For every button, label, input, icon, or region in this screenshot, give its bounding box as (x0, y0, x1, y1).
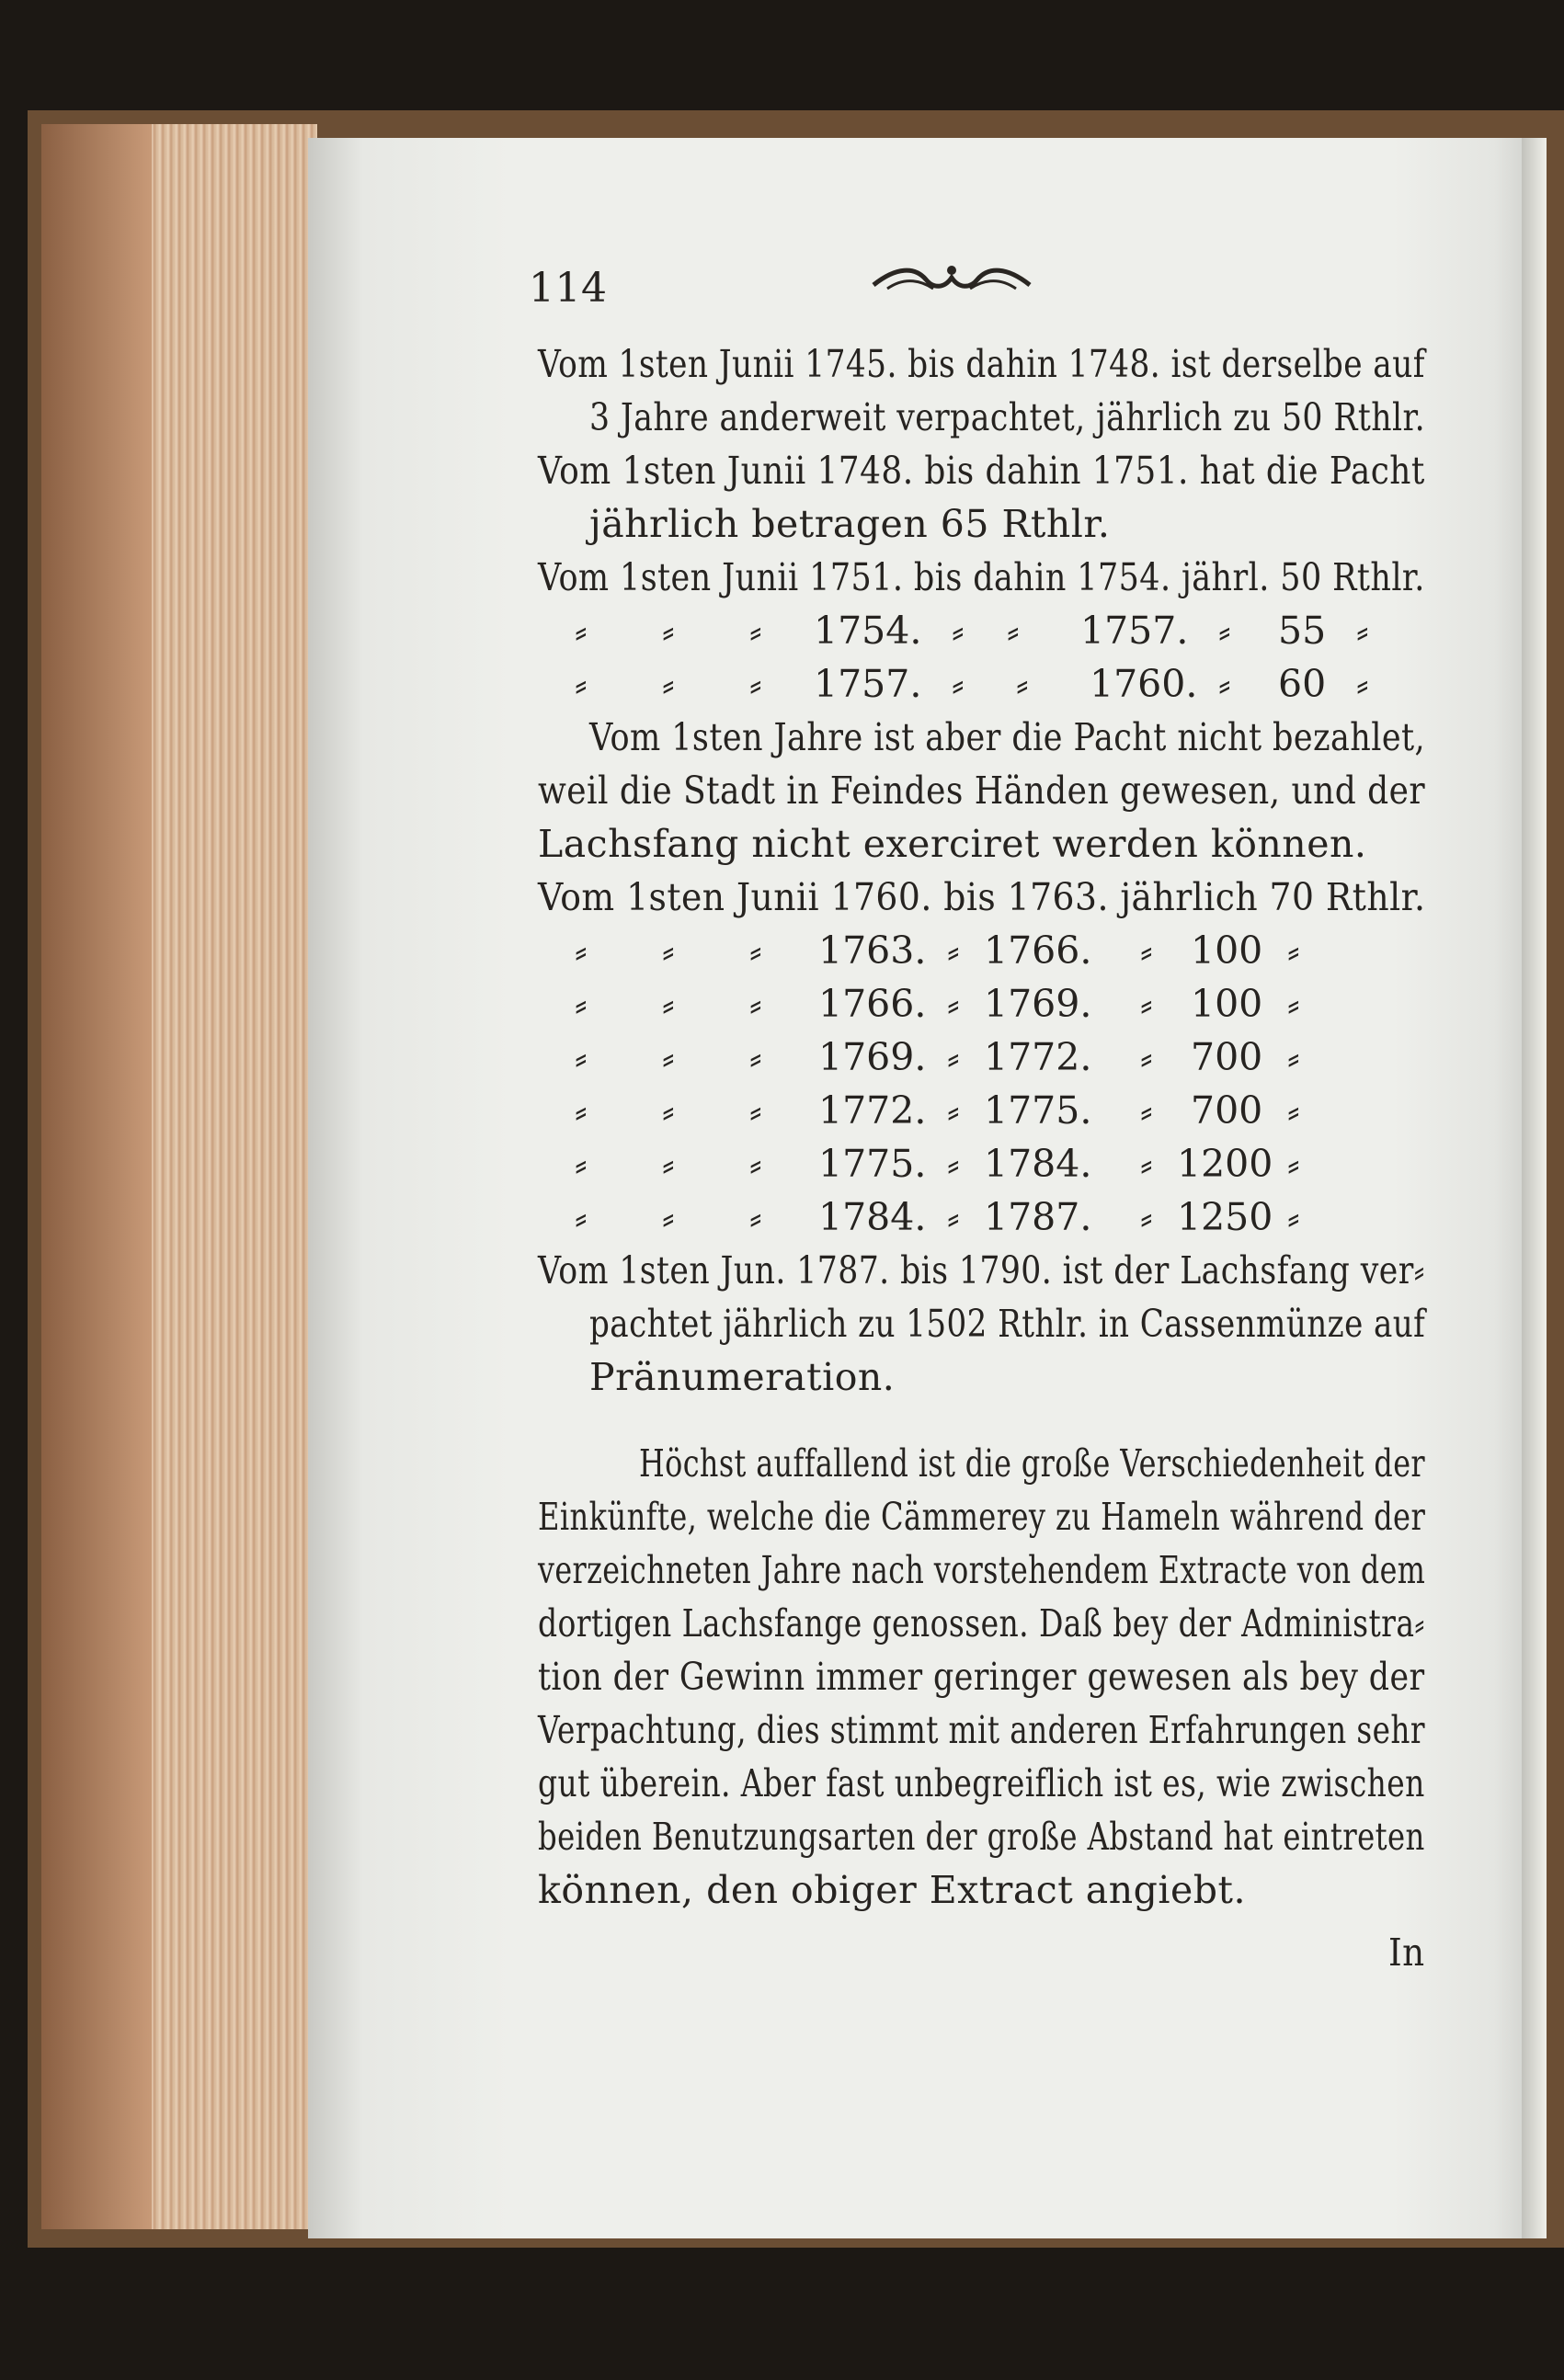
ditto-mark: ⸗ (1140, 1088, 1153, 1133)
ditto-mark: ⸗ (1007, 609, 1020, 653)
year-to: 1757. (1080, 609, 1189, 653)
year-to: 1760. (1090, 662, 1198, 706)
text-line: weil die Stadt in Feindes Händen gewesen, und der (538, 769, 1426, 813)
ditto-mark: ⸗ (662, 1035, 675, 1079)
ditto-mark: ⸗ (575, 1088, 588, 1133)
amount: 1200 (1177, 1142, 1273, 1186)
ditto-mark: ⸗ (575, 982, 588, 1026)
ditto-mark: ⸗ (952, 609, 965, 653)
text-line: Verpachtung, dies stimmt mit anderen Erfahrungen sehr (538, 1708, 1425, 1752)
right-page-edge (1519, 138, 1547, 2238)
year-from: 1775. (818, 1142, 927, 1186)
text-line: dortigen Lachsfange genossen. Daß bey der Administra⸗ (538, 1601, 1425, 1646)
year-from: 1772. (818, 1088, 927, 1133)
text-line: Höchst auffallend ist die große Verschiedenheit der (639, 1441, 1426, 1486)
book-page (308, 138, 1522, 2238)
ornament (869, 257, 1034, 302)
text-line: Einkünfte, welche die Cämmerey zu Hameln während der (538, 1495, 1426, 1539)
ditto-mark: ⸗ (575, 662, 588, 706)
year-to: 1784. (984, 1142, 1092, 1186)
text-line: pachtet jährlich zu 1502 Rthlr. in Cassenmünze auf (589, 1302, 1426, 1346)
text-line: gut überein. Aber fast unbegreiflich ist es, wie zwischen (538, 1761, 1425, 1805)
page-block-edges (41, 124, 317, 2229)
ditto-mark: ⸗ (1140, 982, 1153, 1026)
ditto-mark: ⸗ (1287, 1142, 1300, 1186)
text-line: Vom 1sten Jahre ist aber die Pacht nicht bezahlet, (589, 715, 1426, 759)
ditto-mark: ⸗ (749, 928, 762, 973)
ditto-mark: ⸗ (1287, 1195, 1300, 1239)
ditto-mark: ⸗ (749, 609, 762, 653)
ditto-mark: ⸗ (575, 1142, 588, 1186)
ditto-mark: ⸗ (947, 982, 960, 1026)
ditto-mark: ⸗ (1016, 662, 1029, 706)
page-number: 114 (529, 265, 608, 312)
ditto-mark: ⸗ (575, 1035, 588, 1079)
text-line: können, den obiger Extract angiebt. (538, 1868, 1246, 1912)
ditto-mark: ⸗ (947, 1195, 960, 1239)
amount: 700 (1191, 1088, 1263, 1133)
ditto-mark: ⸗ (947, 928, 960, 973)
text-line: Pränumeration. (589, 1355, 896, 1399)
ditto-mark: ⸗ (1140, 928, 1153, 973)
text-line: Lachsfang nicht exerciret werden können. (538, 822, 1367, 866)
amount: 100 (1191, 982, 1263, 1026)
ditto-mark: ⸗ (1218, 609, 1231, 653)
amount: 55 (1278, 609, 1327, 653)
amount: 1250 (1177, 1195, 1273, 1239)
ditto-mark: ⸗ (947, 1088, 960, 1133)
amount: 700 (1191, 1035, 1263, 1079)
ditto-mark: ⸗ (1287, 982, 1300, 1026)
ditto-mark: ⸗ (947, 1142, 960, 1186)
ditto-mark: ⸗ (662, 1088, 675, 1133)
ditto-mark: ⸗ (575, 1195, 588, 1239)
ditto-mark: ⸗ (749, 982, 762, 1026)
text-line: Vom 1sten Junii 1751. bis dahin 1754. jährl. 50 Rthlr. (538, 555, 1425, 599)
ditto-mark: ⸗ (749, 1088, 762, 1133)
ditto-mark: ⸗ (749, 1195, 762, 1239)
amount: 100 (1191, 928, 1263, 973)
catchword: In (1388, 1930, 1425, 1975)
ditto-mark: ⸗ (1356, 662, 1369, 706)
ditto-mark: ⸗ (1356, 609, 1369, 653)
ditto-mark: ⸗ (662, 982, 675, 1026)
year-from: 1769. (818, 1035, 927, 1079)
year-from: 1763. (818, 928, 927, 973)
ditto-mark: ⸗ (662, 1142, 675, 1186)
ditto-mark: ⸗ (1140, 1035, 1153, 1079)
ditto-mark: ⸗ (662, 609, 675, 653)
ditto-mark: ⸗ (947, 1035, 960, 1079)
year-to: 1772. (984, 1035, 1092, 1079)
year-to: 1769. (984, 982, 1092, 1026)
ditto-mark: ⸗ (1287, 928, 1300, 973)
ditto-mark: ⸗ (1287, 1088, 1300, 1133)
year-from: 1784. (818, 1195, 927, 1239)
text-line: tion der Gewinn immer geringer gewesen als bey der (538, 1655, 1425, 1699)
text-line: Vom 1sten Junii 1760. bis 1763. jährlich 70 Rthlr. (538, 875, 1426, 919)
amount: 60 (1278, 662, 1327, 706)
ditto-mark: ⸗ (662, 662, 675, 706)
ditto-mark: ⸗ (662, 1195, 675, 1239)
year-from: 1766. (818, 982, 927, 1026)
ditto-mark: ⸗ (1218, 662, 1231, 706)
text-line: Vom 1sten Junii 1748. bis dahin 1751. hat die Pacht (538, 449, 1425, 493)
year-to: 1775. (984, 1088, 1092, 1133)
ditto-mark: ⸗ (952, 662, 965, 706)
ditto-mark: ⸗ (575, 609, 588, 653)
text-line: Vom 1sten Jun. 1787. bis 1790. ist der Lachsfang ver⸗ (538, 1248, 1425, 1292)
ditto-mark: ⸗ (1140, 1142, 1153, 1186)
text-line: jährlich betragen 65 Rthlr. (589, 502, 1111, 546)
text-line: beiden Benutzungsarten der große Abstand hat eintreten (538, 1815, 1425, 1859)
year-from: 1754. (814, 609, 922, 653)
ditto-mark: ⸗ (1287, 1035, 1300, 1079)
ditto-mark: ⸗ (1140, 1195, 1153, 1239)
ditto-mark: ⸗ (749, 1142, 762, 1186)
ditto-mark: ⸗ (749, 662, 762, 706)
ditto-mark: ⸗ (575, 928, 588, 973)
ditto-mark: ⸗ (749, 1035, 762, 1079)
ditto-mark: ⸗ (662, 928, 675, 973)
year-to: 1787. (984, 1195, 1092, 1239)
text-line: 3 Jahre anderweit verpachtet, jährlich zu 50 Rthlr. (589, 395, 1426, 439)
text-line: verzeichneten Jahre nach vorstehendem Extracte von dem (538, 1548, 1426, 1592)
year-to: 1766. (984, 928, 1092, 973)
year-from: 1757. (814, 662, 922, 706)
text-line: Vom 1sten Junii 1745. bis dahin 1748. ist derselbe auf (538, 342, 1425, 386)
